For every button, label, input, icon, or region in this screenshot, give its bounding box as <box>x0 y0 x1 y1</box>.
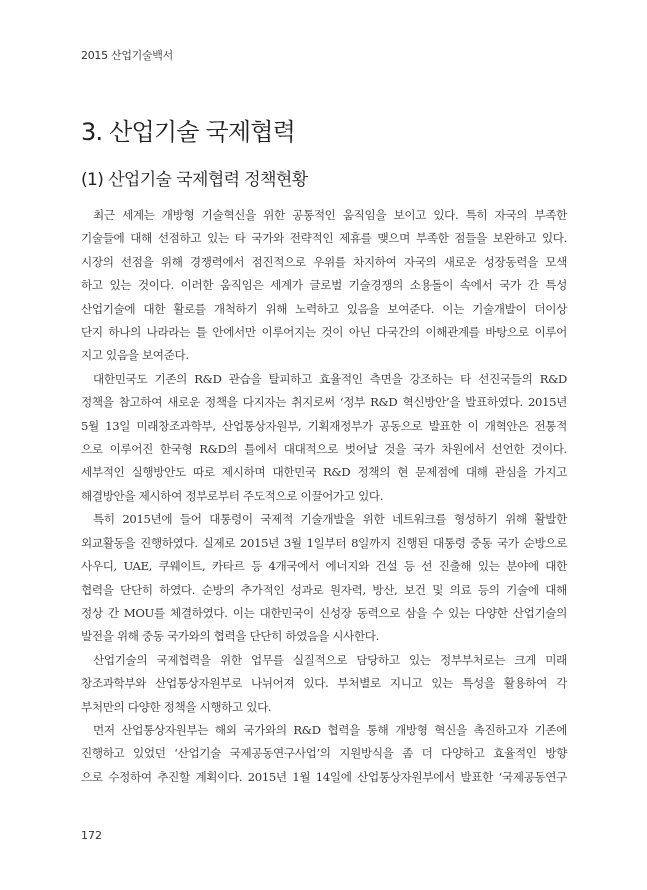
text-line: 단지 하나의 나라라는 틀 안에서만 이루어지는 것이 아닌 다국간의 이해관계를 바탕으로 이루어 <box>81 325 567 340</box>
text-line: 진행하고 있었던 ‘산업기술 국제공동연구사업’의 지원방식을 좀 더 다양하고 효율적인 방향 <box>81 746 567 761</box>
text-line: 지고 있음을 보여준다. <box>81 348 189 363</box>
text-line: 사우디, UAE, 쿠웨이트, 카타르 등 4개국에서 에너지와 건설 등 선 진출해 있는 분야에 대한 <box>81 559 567 574</box>
paragraph-1 <box>81 204 567 368</box>
text-line: 정책을 참고하여 새로운 정책을 다지자는 취지로써 ‘정부 R&D 혁신방안’을 발표하였다. 2015년 <box>81 395 567 410</box>
text-line: 정상 간 MOU를 체결하였다. 이는 대한민국이 신성장 동력으로 삼을 수 있는 다양한 산업기술의 <box>81 605 567 620</box>
text-line: 5월 13일 미래창조과학부, 산업통상자원부, 기획재정부가 공동으로 발표한 이 개혁안은 전통적 <box>81 418 567 433</box>
text-line: 으로 수정하여 추진할 계획이다. 2015년 1월 14일에 산업통상자원부에서 발표한 ‘국제공동연구 <box>81 769 567 784</box>
paragraph-5 <box>81 719 567 789</box>
text-line: 산업기술의 국제협력을 위한 업무를 실질적으로 담당하고 있는 정부부처로는 크게 미래 <box>93 652 567 667</box>
text-line: 창조과학부와 산업통상자원부로 나뉘어져 있다. 부처별로 지니고 있는 특성을 활용하여 각 <box>81 676 567 691</box>
page-number: 172 <box>81 829 102 842</box>
text-line: 으로 이루어진 한국형 R&D의 틀에서 대대적으로 벗어날 것을 국가 차원에서 선언한 것이다. <box>81 442 567 457</box>
running-head: 2015 산업기술백서 <box>81 49 173 62</box>
text-line: 세부적인 실행방안도 따로 제시하며 대한민국 R&D 정책의 현 문제점에 대해 관심을 가지고 <box>81 465 567 480</box>
text-line: 하고 있는 것이다. 이러한 움직임은 세계가 글로벌 기술경쟁의 소용돌이 속에서 국가 간 특성 <box>81 278 567 293</box>
text-line: 기술들에 대해 선점하고 있는 타 국가와 전략적인 제휴를 맺으며 부족한 점들을 보완하고 있다. <box>81 231 567 246</box>
text-line: 발전을 위해 중동 국가와의 협력을 단단히 하였음을 시사한다. <box>81 629 379 644</box>
text-line: 먼저 산업통상자원부는 해외 국가와의 R&D 협력을 통해 개방형 혁신을 촉진하고자 기존에 <box>93 722 567 737</box>
chapter-title: 3. 산업기술 국제협력 <box>81 118 296 146</box>
paragraph-2 <box>81 368 567 508</box>
text-line: 외교활동을 진행하였다. 실제로 2015년 3월 1일부터 8일까지 진행된 대통령 중동 국가 순방으로 <box>81 535 567 550</box>
paragraph-4 <box>81 649 567 719</box>
text-line: 해결방안을 제시하여 정부로부터 주도적으로 이끌어가고 있다. <box>81 488 384 503</box>
text-line: 협력을 단단히 하였다. 순방의 추가적인 성과로 원자력, 방산, 보건 및 의료 등의 기술에 대해 <box>81 582 567 597</box>
paragraph-3 <box>81 508 567 648</box>
text-line: 산업기술에 대한 활로를 개척하기 위해 노력하고 있음을 보여준다. 이는 기술개발이 더이상 <box>81 301 567 316</box>
body-text <box>81 204 567 789</box>
text-line: 부처만의 다양한 정책을 시행하고 있다. <box>81 699 272 714</box>
text-line: 특히 2015년에 들어 대통령이 국제적 기술개발을 위한 네트워크를 형성하기 위해 활발한 <box>93 512 567 527</box>
section-title: (1) 산업기술 국제협력 정책현황 <box>81 170 308 190</box>
text-line: 시장의 선점을 위해 경쟁력에서 점진적으로 우위를 차지하여 자국의 새로운 성장동력을 모색 <box>81 254 567 269</box>
text-line: 최근 세계는 개방형 기술혁신을 위한 공통적인 움직임을 보이고 있다. 특히 자국의 부족한 <box>93 208 567 222</box>
text-line: 대한민국도 기존의 R&D 관습을 탈피하고 효율적인 측면을 강조하는 타 선진국들의 R&D <box>93 371 567 386</box>
